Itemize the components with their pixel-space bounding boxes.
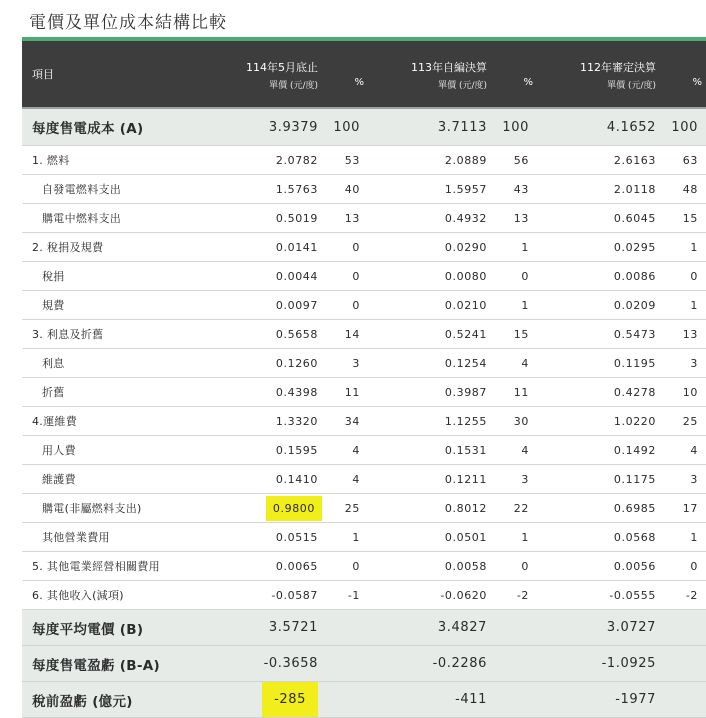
pct-cell: 1 [491,291,539,320]
pct-cell: -2 [660,581,706,610]
table-row [22,291,706,320]
unit-price-cell: 0.1410 [201,465,322,494]
unit-price-cell: 0.6045 [539,204,660,233]
pct-cell: 13 [322,204,370,233]
unit-price-cell: -0.0555 [539,581,660,610]
pct-cell: 14 [322,320,370,349]
pct-cell [491,682,539,718]
row-label: 自發電燃料支出 [22,175,201,204]
pct-cell [660,646,706,682]
row-label: 折舊 [22,378,201,407]
unit-price-cell: 3.4827 [370,610,491,646]
row-label: 6. 其他收入(減項) [22,581,201,610]
pct-cell: -2 [491,581,539,610]
unit-price-cell-highlighted [201,682,322,718]
pct-cell: 15 [660,204,706,233]
unit-price-cell: 4.1652 [539,108,660,146]
pct-cell: 53 [322,146,370,175]
pct-cell: 0 [660,552,706,581]
unit-price-cell: 0.0056 [539,552,660,581]
pct-cell: -1 [322,581,370,610]
unit-label: 單價 (元/度) [438,81,487,91]
unit-price-cell: 2.6163 [539,146,660,175]
table-row [22,407,706,436]
row-label: 5. 其他電業經營相關費用 [22,552,201,581]
pct-cell [491,646,539,682]
pct-cell: 48 [660,175,706,204]
pct-cell [491,610,539,646]
unit-price-cell: 0.0501 [370,523,491,552]
unit-price-cell: 0.0058 [370,552,491,581]
unit-label: 單價 (元/度) [607,81,656,91]
unit-price-cell: 0.3987 [370,378,491,407]
table-row [22,494,706,523]
unit-price-cell: -0.3658 [201,646,322,682]
unit-price-cell: 1.1255 [370,407,491,436]
pct-cell: 4 [491,436,539,465]
pct-cell: 3 [660,465,706,494]
table-row [22,682,706,718]
pct-cell: 4 [322,436,370,465]
row-label: 其他營業費用 [22,523,201,552]
unit-price-cell: 0.4398 [201,378,322,407]
column-header-item: 項目 [22,41,201,108]
pct-cell: 34 [322,407,370,436]
unit-price-cell: 3.9379 [201,108,322,146]
unit-price-cell-highlighted [201,494,322,523]
unit-price-cell: 1.3320 [201,407,322,436]
period-label: 113年自編決算 [411,61,487,74]
pct-cell: 30 [491,407,539,436]
unit-price-cell: 0.5658 [201,320,322,349]
pct-cell: 13 [491,204,539,233]
pct-cell: 0 [660,262,706,291]
row-label: 購電中燃料支出 [22,204,201,233]
table-row [22,552,706,581]
unit-price-cell: 0.0568 [539,523,660,552]
pct-cell: 3 [660,349,706,378]
unit-price-cell: 0.0044 [201,262,322,291]
pct-cell: 4 [322,465,370,494]
unit-price-cell: 3.0727 [539,610,660,646]
unit-price-cell: 0.1175 [539,465,660,494]
table-row [22,262,706,291]
row-label: 稅前盈虧 (億元) [22,682,201,718]
pct-cell: 11 [322,378,370,407]
pct-cell: 10 [660,378,706,407]
pct-cell [322,646,370,682]
pct-cell: 0 [491,552,539,581]
unit-price-cell: 2.0782 [201,146,322,175]
row-label: 稅捐 [22,262,201,291]
row-label: 每度平均電價 (B) [22,610,201,646]
pct-cell: 1 [660,291,706,320]
period-label: 112年審定決算 [580,61,656,74]
pct-cell: 1 [660,233,706,262]
unit-price-cell: 0.4278 [539,378,660,407]
period-label: 114年5月底止 [246,61,318,74]
unit-price-cell: 0.1595 [201,436,322,465]
table-row [22,146,706,175]
unit-price-cell: 2.0889 [370,146,491,175]
pct-cell: 22 [491,494,539,523]
table-row [22,646,706,682]
pct-cell: 43 [491,175,539,204]
pct-cell: 25 [322,494,370,523]
pct-cell: 100 [491,108,539,146]
pct-cell: 0 [322,262,370,291]
unit-price-cell: 0.0097 [201,291,322,320]
unit-price-cell: 0.5019 [201,204,322,233]
unit-price-cell: 0.0290 [370,233,491,262]
column-header-period-2 [370,41,491,108]
highlight-mark: -285 [262,682,318,717]
table-row [22,465,706,494]
pct-cell: 1 [660,523,706,552]
unit-price-cell: 2.0118 [539,175,660,204]
pct-cell: 3 [322,349,370,378]
unit-price-cell: 0.1211 [370,465,491,494]
pct-cell: 3 [491,465,539,494]
unit-price-cell: 3.7113 [370,108,491,146]
row-label: 1. 燃料 [22,146,201,175]
pct-cell: 1 [322,523,370,552]
pct-cell: 4 [491,349,539,378]
pct-cell: 1 [491,523,539,552]
unit-price-cell: 1.5763 [201,175,322,204]
row-label: 維護費 [22,465,201,494]
row-label: 2. 稅捐及規費 [22,233,201,262]
unit-price-cell: 0.0080 [370,262,491,291]
table-row [22,108,706,146]
unit-price-cell: 0.1254 [370,349,491,378]
row-label: 規費 [22,291,201,320]
row-label: 每度售電成本 (A) [22,108,201,146]
unit-price-cell: -0.2286 [370,646,491,682]
pct-cell [322,610,370,646]
pct-cell: 0 [491,262,539,291]
table-row [22,204,706,233]
unit-price-cell: 0.1260 [201,349,322,378]
unit-price-cell: 0.0065 [201,552,322,581]
unit-price-cell: -0.0620 [370,581,491,610]
pct-cell: 100 [660,108,706,146]
column-header-pct-3: % [660,41,706,108]
unit-price-cell: 0.0515 [201,523,322,552]
unit-price-cell: 0.0295 [539,233,660,262]
unit-price-cell: 0.5241 [370,320,491,349]
unit-price-cell: -1977 [539,682,660,718]
unit-price-cell: 3.5721 [201,610,322,646]
row-label: 每度售電盈虧 (B-A) [22,646,201,682]
unit-price-cell: 0.1195 [539,349,660,378]
column-header-period-3 [539,41,660,108]
row-label: 4.運維費 [22,407,201,436]
unit-price-cell: 0.4932 [370,204,491,233]
row-label: 用人費 [22,436,201,465]
pct-cell: 17 [660,494,706,523]
pct-cell: 63 [660,146,706,175]
table-row [22,436,706,465]
pct-cell: 15 [491,320,539,349]
table-row [22,175,706,204]
table-header [22,41,706,108]
pct-cell: 4 [660,436,706,465]
table-row [22,523,706,552]
pct-cell: 1 [491,233,539,262]
column-header-pct-1: % [322,41,370,108]
page-title: 電價及單位成本結構比較 [29,13,227,33]
pct-cell: 40 [322,175,370,204]
unit-price-cell: 0.8012 [370,494,491,523]
table-row [22,581,706,610]
unit-price-cell: 1.5957 [370,175,491,204]
unit-price-cell: -1.0925 [539,646,660,682]
column-header-pct-2: % [491,41,539,108]
row-label: 購電(非屬燃料支出) [22,494,201,523]
row-label: 3. 利息及折舊 [22,320,201,349]
pct-cell [322,682,370,718]
highlight-mark: 0.9800 [266,496,322,521]
unit-price-cell: 0.1492 [539,436,660,465]
table-row [22,378,706,407]
table-row [22,320,706,349]
cost-structure-table [22,37,706,718]
pct-cell: 11 [491,378,539,407]
pct-cell [660,682,706,718]
unit-price-cell: 0.0086 [539,262,660,291]
unit-price-cell: -411 [370,682,491,718]
unit-label: 單價 (元/度) [269,81,318,91]
unit-price-cell: 0.0209 [539,291,660,320]
table-row [22,610,706,646]
unit-price-cell: 1.0220 [539,407,660,436]
pct-cell [660,610,706,646]
pct-cell: 0 [322,552,370,581]
unit-price-cell: 0.0141 [201,233,322,262]
row-label: 利息 [22,349,201,378]
column-header-period-1 [201,41,322,108]
pct-cell: 100 [322,108,370,146]
unit-price-cell: 0.1531 [370,436,491,465]
pct-cell: 0 [322,291,370,320]
pct-cell: 0 [322,233,370,262]
pct-cell: 25 [660,407,706,436]
unit-price-cell: 0.5473 [539,320,660,349]
table-row [22,233,706,262]
pct-cell: 56 [491,146,539,175]
table-row [22,349,706,378]
unit-price-cell: 0.0210 [370,291,491,320]
unit-price-cell: 0.6985 [539,494,660,523]
unit-price-cell: -0.0587 [201,581,322,610]
pct-cell: 13 [660,320,706,349]
